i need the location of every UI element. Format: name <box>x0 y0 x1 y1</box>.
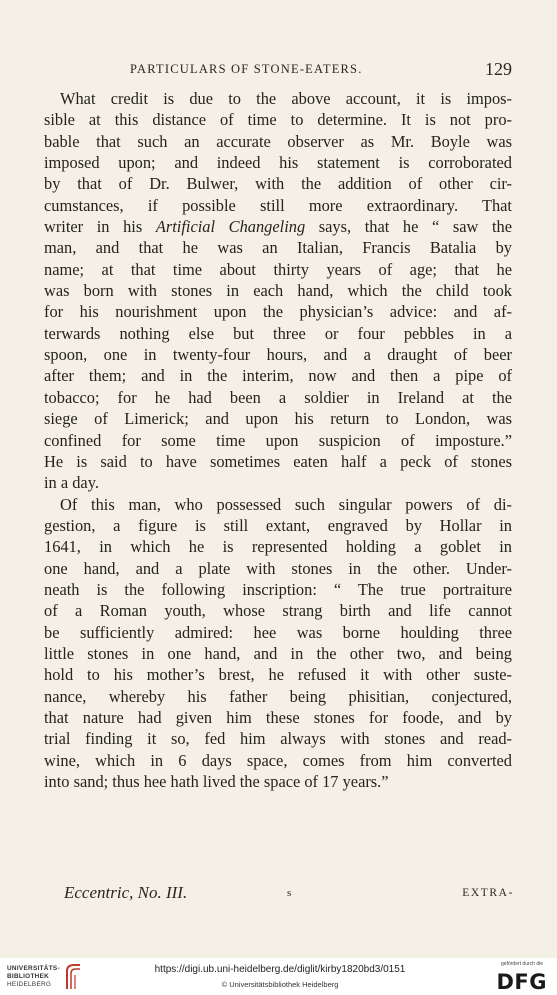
page-footer <box>44 883 514 907</box>
text-line: writer in his Artificial Changeling says, that he “ saw the <box>44 217 512 237</box>
funder-note: gefördert durch die <box>501 961 543 967</box>
text-line: was born with stones in each hand, which the child took <box>44 281 512 301</box>
text-line: for his nourishment upon the physician’s advice: and af- <box>44 302 512 322</box>
library-emblem-icon <box>63 963 83 991</box>
source-url-link[interactable]: https://digi.ub.uni-heidelberg.de/diglit/kirby1820bd3/0151 <box>154 964 406 975</box>
text-line: after them; and in the interim, now and then a pipe of <box>44 366 512 386</box>
text-line: cumstances, if possible still more extraordinary. That <box>44 195 512 215</box>
book-title-italic: Artificial Changeling <box>155 217 306 237</box>
text-line: siege of Limerick; and upon his return to London, was <box>44 409 512 429</box>
library-logo-text: UNIVERSITÄTS- BIBLIOTHEK HEIDELBERG <box>7 965 60 988</box>
text-line: trial finding it so, fed him always with stones and read- <box>44 729 512 749</box>
viewer-footer-bar <box>0 958 557 995</box>
text-line: little stones in one hand, and in the other two, and being <box>44 643 512 663</box>
running-head: PARTICULARS OF STONE-EATERS. <box>130 62 363 76</box>
text-line: He is said to have sometimes eaten half a peck of stones <box>44 451 512 471</box>
text-line: by that of Dr. Bulwer, with the addition of other cir- <box>44 174 512 194</box>
text-line: neath is the following inscription: “ The true portraiture <box>44 579 512 599</box>
text-line: sible at this distance of time to determine. It is not pro- <box>44 110 512 130</box>
signature-mark: Eccentric, No. III. <box>64 883 188 902</box>
text-line: in a day. <box>44 473 99 493</box>
text-line: nance, whereby his father being phisitian, conjectured, <box>44 686 512 706</box>
text-line: hold to his mother’s brest, he refused it with other suste- <box>44 665 512 685</box>
text-line: What credit is due to the above account, it is impos- <box>60 89 512 108</box>
page-number: 129 <box>485 59 512 79</box>
text-line: wine, which in 6 days space, comes from him converted <box>44 750 512 770</box>
text-line: into sand; thus hee hath lived the space of 17 years.” <box>44 772 389 791</box>
text-line: 1641, in which he is represented holding a goblet in <box>44 537 512 557</box>
library-logo[interactable] <box>7 963 127 991</box>
dfg-logo[interactable]: DFG <box>496 970 547 994</box>
page-header <box>44 60 512 84</box>
text-line: terwards nothing else but three or four pebbles in a <box>44 323 512 343</box>
copyright-text: © Universitätsbibliothek Heidelberg <box>221 980 339 989</box>
text-line: bable that such an accurate observer as Mr. Boyle was <box>44 131 512 151</box>
text-line: Of this man, who possessed such singular powers of di- <box>60 494 512 514</box>
text-line: spoon, one in twenty-four hours, and a draught of beer <box>44 345 512 365</box>
text-line: one hand, and a plate with stones in the other. Under- <box>44 558 512 578</box>
text-line: tobacco; for he had been a soldier in Ireland at the <box>44 387 512 407</box>
body-text <box>44 88 512 792</box>
text-line: of a Roman youth, whose strang birth and life cannot <box>44 601 512 621</box>
text-line: name; at that time about thirty years of age; that he <box>44 259 512 279</box>
catchword: EXTRA- <box>462 887 514 899</box>
signature-letter: s <box>287 887 293 899</box>
text-line: confined for some time upon suspicion of imposture.” <box>44 430 512 450</box>
text-line: gestion, a figure is still extant, engraved by Hollar in <box>44 515 512 535</box>
text-line: be sufficiently admired: hee was borne houlding three <box>44 622 512 642</box>
text-line: imposed upon; and indeed his statement is corroborated <box>44 153 512 173</box>
text-line: that nature had given him these stones for foode, and by <box>44 707 512 727</box>
text-line: man, and that he was an Italian, Francis Batalia by <box>44 238 512 258</box>
